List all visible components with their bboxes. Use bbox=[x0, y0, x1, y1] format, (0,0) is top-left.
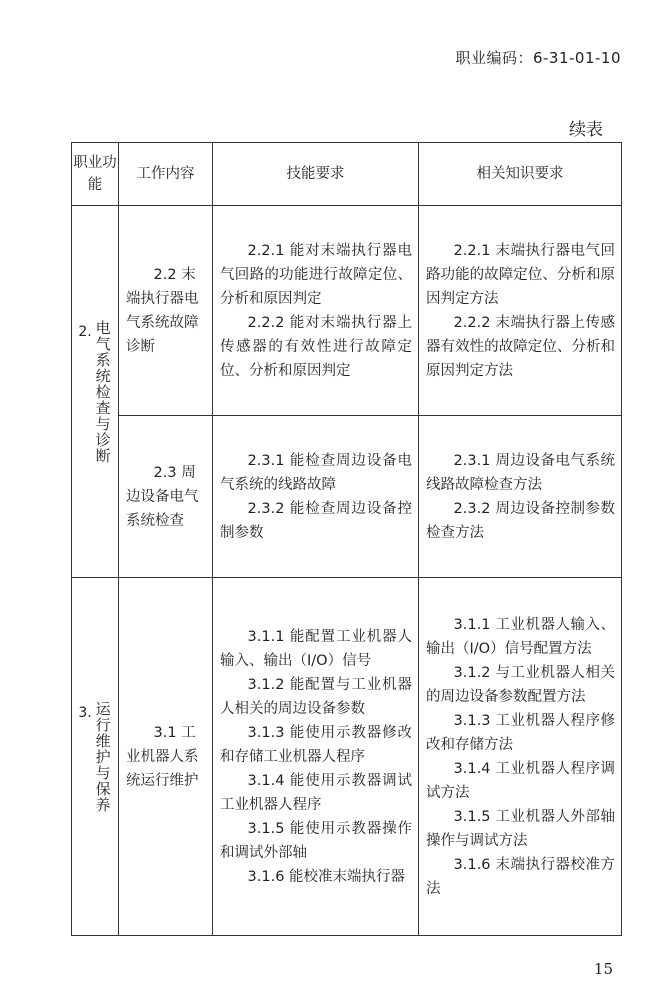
function-name: 电气系统检查与诊断 bbox=[93, 319, 112, 464]
table-row bbox=[72, 206, 622, 416]
knowledge-item: 3.1.6 末端执行器校准方法 bbox=[426, 856, 615, 897]
standards-table bbox=[71, 142, 622, 936]
table-row bbox=[72, 578, 622, 936]
work-content-text: 2.3 周边设备电气系统检查 bbox=[126, 464, 199, 529]
function-number: 2. bbox=[78, 323, 92, 340]
skill-item: 3.1.1 能配置工业机器人输入、输出（I/O）信号 bbox=[220, 628, 412, 669]
table-row bbox=[72, 416, 622, 578]
skill-item: 2.3.1 能检查周边设备电气系统的线路故障 bbox=[220, 452, 412, 493]
skill-item: 3.1.2 能配置与工业机器人相关的周边设备参数 bbox=[220, 676, 412, 717]
work-content-cell bbox=[119, 416, 213, 578]
occupation-code: 职业编码：6-31-01-10 bbox=[455, 49, 621, 67]
knowledge-item: 2.2.1 末端执行器电气回路功能的故障定位、分析和原因判定方法 bbox=[426, 242, 615, 307]
skill-item: 2.2.2 能对末端执行器上传感器的有效性进行故障定位、分析和原因判定 bbox=[220, 314, 412, 379]
knowledge-cell bbox=[419, 578, 622, 936]
work-content-text: 3.1 工业机器人系统运行维护 bbox=[126, 724, 199, 789]
skill-item: 3.1.6 能校准末端执行器 bbox=[247, 868, 406, 885]
continued-label: 续表 bbox=[569, 120, 603, 140]
knowledge-item: 3.1.3 工业机器人程序修改和存储方法 bbox=[426, 712, 615, 753]
knowledge-item: 3.1.5 工业机器人外部轴操作与调试方法 bbox=[426, 808, 615, 849]
knowledge-item: 3.1.2 与工业机器人相关的周边设备参数配置方法 bbox=[426, 664, 615, 705]
function-name: 运行维护与保养 bbox=[93, 700, 112, 813]
work-content-cell bbox=[119, 206, 213, 416]
knowledge-cell bbox=[419, 416, 622, 578]
header-knowledge-requirements: 相关知识要求 bbox=[419, 143, 622, 206]
skill-item: 3.1.4 能使用示教器调试工业机器人程序 bbox=[220, 772, 412, 813]
header-work-content: 工作内容 bbox=[119, 143, 213, 206]
skill-cell bbox=[213, 206, 419, 416]
page-number: 15 bbox=[593, 960, 613, 978]
skill-cell bbox=[213, 416, 419, 578]
knowledge-item: 3.1.1 工业机器人输入、输出（I/O）信号配置方法 bbox=[426, 616, 615, 657]
skill-item: 3.1.5 能使用示教器操作和调试外部轴 bbox=[220, 820, 412, 861]
skill-item: 2.2.1 能对末端执行器电气回路的功能进行故障定位、分析和原因判定 bbox=[220, 242, 412, 307]
header-function: 职业功能 bbox=[72, 143, 119, 206]
table-header-row bbox=[72, 143, 622, 206]
skill-item: 3.1.3 能使用示教器修改和存储工业机器人程序 bbox=[220, 724, 412, 765]
knowledge-item: 3.1.4 工业机器人程序调试方法 bbox=[426, 760, 615, 801]
skill-item: 2.3.2 能检查周边设备控制参数 bbox=[220, 500, 412, 541]
function-cell-3 bbox=[72, 578, 119, 936]
function-number: 3. bbox=[78, 704, 92, 721]
knowledge-cell bbox=[419, 206, 622, 416]
header-skill-requirements: 技能要求 bbox=[213, 143, 419, 206]
work-content-cell bbox=[119, 578, 213, 936]
work-content-text: 2.2 末端执行器电气系统故障诊断 bbox=[126, 266, 199, 355]
function-cell-2 bbox=[72, 206, 119, 578]
knowledge-item: 2.3.2 周边设备控制参数检查方法 bbox=[426, 500, 615, 541]
knowledge-item: 2.2.2 末端执行器上传感器有效性的故障定位、分析和原因判定方法 bbox=[426, 314, 615, 379]
knowledge-item: 2.3.1 周边设备电气系统线路故障检查方法 bbox=[426, 452, 615, 493]
skill-cell bbox=[213, 578, 419, 936]
